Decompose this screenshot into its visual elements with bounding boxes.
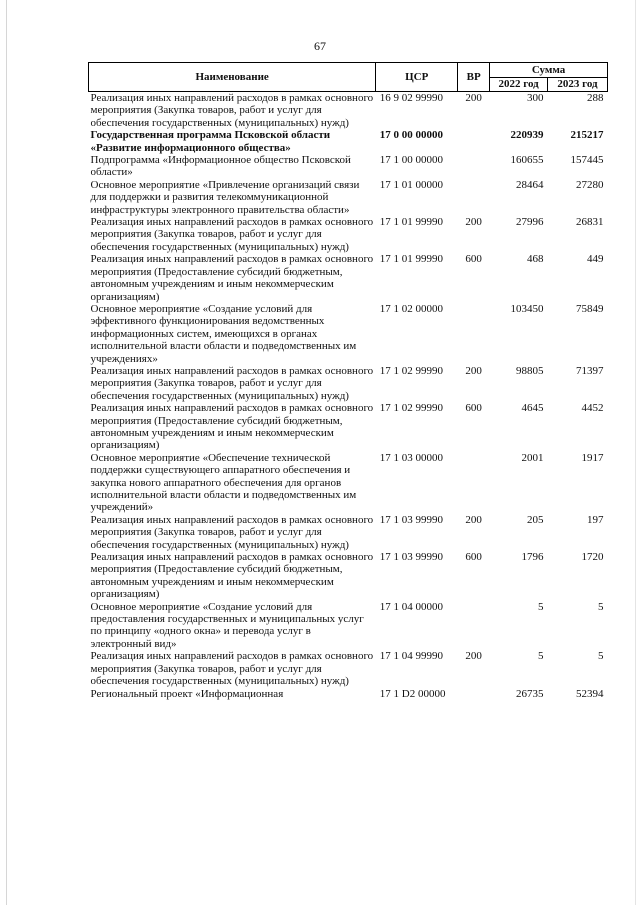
row-vr: 200 — [465, 513, 482, 526]
row-sum-2023: 75849 — [576, 302, 604, 315]
header-vr: ВР — [458, 63, 490, 92]
row-csr: 17 1 00 00000 — [379, 154, 443, 167]
row-sum-2023: 4452 — [581, 402, 604, 415]
row-name: Реализация иных направлений расходов в рамках основного мероприятия (Предоставление субсидий бюджетным, автономным учреждениям и иным некоммерческим организациям) — [90, 253, 374, 303]
row-vr: 200 — [465, 216, 482, 229]
row-csr: 17 1 02 00000 — [379, 302, 443, 315]
row-vr — [458, 688, 490, 700]
row-sum-2022: 26735 — [516, 687, 544, 700]
table-row — [89, 688, 608, 700]
table-row — [89, 129, 608, 154]
row-sum-2022: 103450 — [510, 302, 544, 315]
table-row — [89, 601, 608, 651]
table-row — [89, 650, 608, 687]
row-name: Основное мероприятие «Создание условий для предоставления государственных и муниципальных услуг по принципу «одного окна» и перевода услуг в электронный вид» — [90, 600, 364, 650]
table-row — [89, 253, 608, 303]
row-name: Реализация иных направлений расходов в рамках основного мероприятия (Закупка товаров, работ и услуг для обеспечения государственных (муниципальных) нужд) — [90, 216, 374, 253]
table-row — [89, 179, 608, 216]
row-name: Основное мероприятие «Создание условий для эффективного функционирования ведомственных информационных систем, имеющихся в органах исполнительной власти области и подведомственных им учреждениях» — [90, 302, 357, 365]
row-sum-2022: 300 — [527, 92, 544, 104]
row-csr: 17 1 01 99990 — [379, 253, 443, 266]
row-csr: 17 1 D2 00000 — [379, 687, 446, 700]
row-sum-2023: 26831 — [576, 216, 604, 229]
table-row — [89, 452, 608, 514]
row-sum-2022: 1796 — [521, 551, 544, 564]
table-row — [89, 303, 608, 365]
row-vr — [458, 452, 490, 514]
row-csr: 16 9 02 99990 — [379, 92, 443, 104]
row-sum-2022: 220939 — [510, 129, 544, 142]
row-sum-2023: 27280 — [576, 178, 604, 191]
row-csr: 17 1 03 99990 — [379, 551, 443, 564]
row-sum-2022: 5 — [538, 650, 544, 663]
row-name: Реализация иных направлений расходов в рамках основного мероприятия (Закупка товаров, работ и услуг для обеспечения государственных (муниципальных) нужд) — [90, 650, 374, 688]
row-vr — [458, 179, 490, 216]
row-sum-2023: 215217 — [570, 129, 604, 142]
row-name: Региональный проект «Информационная — [90, 687, 284, 700]
row-sum-2023: 5 — [598, 650, 604, 663]
row-sum-2023: 449 — [587, 253, 604, 266]
row-sum-2023: 1720 — [581, 551, 604, 564]
header-sum: Сумма — [490, 63, 608, 78]
row-csr: 17 1 03 99990 — [379, 513, 443, 526]
row-sum-2022: 468 — [527, 253, 544, 266]
row-sum-2023: 157445 — [570, 154, 604, 167]
row-sum-2022: 4645 — [521, 402, 544, 415]
row-name: Реализация иных направлений расходов в рамках основного мероприятия (Закупка товаров, работ и услуг для обеспечения государственных (муниципальных) нужд) — [90, 364, 374, 402]
row-sum-2023: 197 — [587, 513, 604, 526]
row-vr — [458, 129, 490, 154]
row-sum-2023: 52394 — [576, 687, 604, 700]
row-sum-2022: 5 — [538, 600, 544, 613]
header-name: Наименование — [89, 63, 376, 92]
row-vr: 200 — [465, 364, 482, 377]
row-csr: 17 1 04 00000 — [379, 600, 443, 613]
row-csr: 17 1 01 99990 — [379, 216, 443, 229]
row-sum-2022: 98805 — [516, 364, 544, 377]
row-vr: 200 — [465, 650, 482, 663]
row-sum-2022: 28464 — [516, 178, 544, 191]
row-vr — [458, 601, 490, 651]
table-row — [89, 514, 608, 551]
table-row — [89, 154, 608, 179]
table-header — [89, 63, 608, 92]
row-sum-2022: 205 — [527, 513, 544, 526]
row-csr: 17 1 03 00000 — [379, 451, 443, 464]
page-number: 67 — [314, 39, 326, 53]
row-vr: 200 — [465, 92, 482, 104]
scan-edge-right — [635, 0, 636, 905]
row-vr — [458, 303, 490, 365]
table-row — [89, 402, 608, 452]
header-year-2022: 2022 год — [490, 77, 548, 92]
row-csr: 17 1 01 00000 — [379, 178, 443, 191]
row-name: Реализация иных направлений расходов в рамках основного мероприятия (Закупка товаров, работ и услуг для обеспечения государственных (муниципальных) нужд) — [90, 513, 374, 551]
row-vr: 600 — [465, 402, 482, 415]
row-sum-2022: 2001 — [521, 451, 544, 464]
scan-edge-left — [6, 0, 7, 905]
row-sum-2023: 1917 — [581, 451, 604, 464]
row-sum-2022: 27996 — [516, 216, 544, 229]
row-name: Подпрограмма «Информационное общество Псковской области» — [90, 154, 351, 179]
row-name: Основное мероприятие «Обеспечение технической поддержки существующего аппаратного обеспечения и закупка нового аппаратного обеспечения для органов исполнительной власти области и подведомственных им учреждений» — [90, 451, 357, 514]
row-vr — [458, 154, 490, 179]
table-row — [89, 551, 608, 601]
row-csr: 17 1 02 99990 — [379, 364, 443, 377]
row-name: Реализация иных направлений расходов в рамках основного мероприятия (Закупка товаров, работ и услуг для обеспечения государственных (муниципальных) нужд) — [90, 92, 374, 129]
row-sum-2023: 288 — [587, 92, 604, 104]
row-csr: 17 1 02 99990 — [379, 402, 443, 415]
row-name: Реализация иных направлений расходов в рамках основного мероприятия (Предоставление субсидий бюджетным, автономным учреждениям и иным некоммерческим организациям) — [90, 551, 374, 601]
row-csr: 17 0 00 00000 — [379, 129, 443, 142]
header-year-2023: 2023 год — [548, 77, 608, 92]
row-vr: 600 — [465, 253, 482, 266]
row-csr: 17 1 04 99990 — [379, 650, 443, 663]
row-name: Реализация иных направлений расходов в рамках основного мероприятия (Предоставление субсидий бюджетным, автономным учреждениям и иным некоммерческим организациям) — [90, 402, 374, 452]
row-name: Основное мероприятие «Привлечение организаций связи для поддержки и развития телекоммуникационной инфраструктуры электронного правительства области» — [90, 178, 360, 216]
table-row — [89, 365, 608, 402]
table-body — [89, 92, 608, 700]
row-sum-2023: 5 — [598, 600, 604, 613]
table-row — [89, 216, 608, 253]
header-csr: ЦСР — [376, 63, 458, 92]
budget-table — [88, 62, 608, 700]
table-row — [89, 92, 608, 130]
row-sum-2022: 160655 — [510, 154, 544, 167]
row-sum-2023: 71397 — [576, 364, 604, 377]
row-name: Государственная программа Псковской области «Развитие информационного общества» — [90, 129, 331, 154]
row-vr: 600 — [465, 551, 482, 564]
